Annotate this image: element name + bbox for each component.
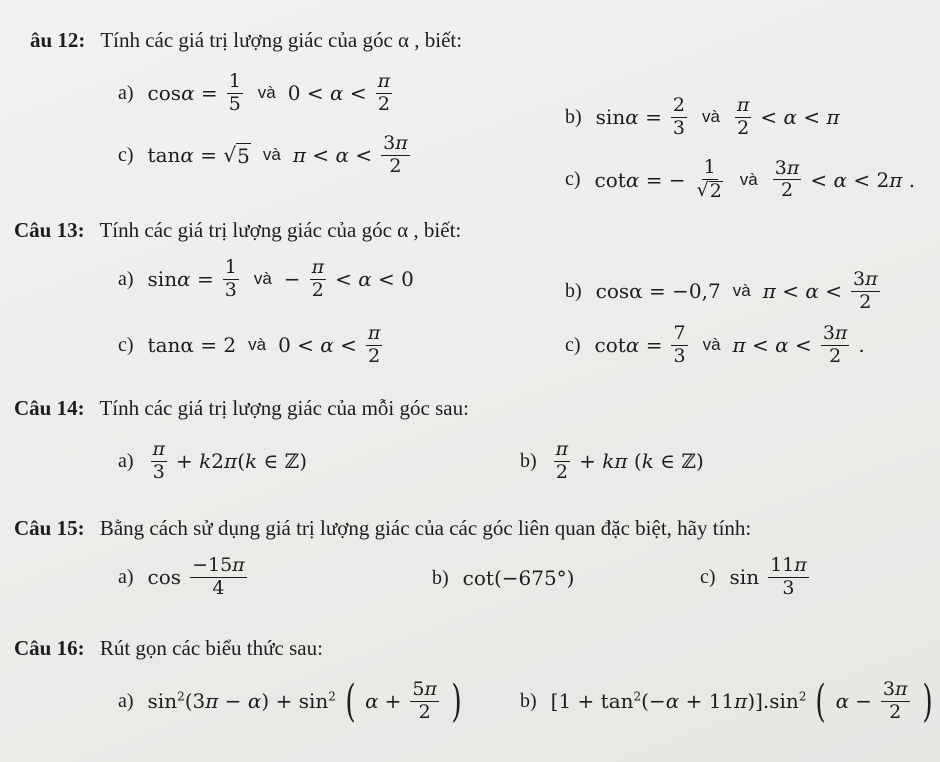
q15-part-b: b) cot(−675°) bbox=[432, 566, 575, 590]
question-12-label: âu 12: bbox=[30, 28, 86, 52]
q13-part-b: b) cosα = −0,7 và π < α < $\frac{3\pi}{2}$ bbox=[565, 268, 878, 313]
question-15-text: Bằng cách sử dụng giá trị lượng giác của các góc liên quan đặc biệt, hãy tính: bbox=[99, 516, 752, 540]
q16-part-a: a) $\sin^2(3\pi - \alpha) + \sin^2$ ( α + $\frac{5\pi}{2}$ ) bbox=[118, 675, 462, 727]
q16-part-b: b) $[1 + \tan^2(-\alpha + 11\pi)].\sin^2$ ( α − $\frac{3\pi}{2}$ ) bbox=[520, 675, 933, 727]
question-13-heading bbox=[14, 218, 461, 243]
q15-part-c: c) sin $\frac{11\pi}{3}$ bbox=[700, 554, 807, 599]
question-13-text: Tính các giá trị lượng giác của góc α , biết: bbox=[99, 218, 462, 242]
q12-part-b: b) sinα = $\frac{2}{3}$ và $\frac{\pi}{2}$ < α < π bbox=[565, 94, 840, 139]
question-15-heading bbox=[14, 516, 751, 541]
question-15-label: Câu 15: bbox=[14, 516, 85, 540]
q12-part-c: c) tanα = √ 5 và π < α < $\frac{3\pi}{2}$ bbox=[118, 132, 408, 177]
q12-part-d: c) cotα = − 1 √ 2 và $\frac{3\pi}{2}$ < α < 2π . bbox=[565, 156, 916, 202]
q14-part-a: a) $\frac{\pi}{3}$ + k2π(k ∈ ℤ) bbox=[118, 438, 308, 483]
question-16-label: Câu 16: bbox=[14, 636, 85, 660]
q13-part-c: c) tanα = 2 và 0 < α < $\frac{\pi}{2}$ bbox=[118, 322, 381, 367]
question-12-heading bbox=[30, 28, 462, 53]
q13-part-a: a) sinα = $\frac{1}{3}$ và − $\frac{\pi}{2}$ < α < 0 bbox=[118, 256, 414, 301]
question-16-heading bbox=[14, 636, 323, 661]
question-16-text: Rút gọn các biểu thức sau: bbox=[99, 636, 323, 660]
q12-part-a: a) cosα = $\frac{1}{5}$ và 0 < α < $\frac{\pi}{2}$ bbox=[118, 70, 391, 115]
q15-part-a: a) cos $\frac{-15\pi}{4}$ bbox=[118, 554, 245, 599]
question-12-text: Tính các giá trị lượng giác của góc α , biết: bbox=[100, 28, 463, 52]
question-13-label: Câu 13: bbox=[14, 218, 85, 242]
question-14-heading bbox=[14, 396, 469, 421]
q14-part-b: b) $\frac{\pi}{2}$ + kπ (k ∈ ℤ) bbox=[520, 438, 704, 483]
q13-part-d: c) cotα = $\frac{7}{3}$ và π < α < $\frac{3\pi}{2}$ . bbox=[565, 322, 865, 367]
question-14-text: Tính các giá trị lượng giác của mỗi góc sau: bbox=[99, 396, 469, 420]
question-14-label: Câu 14: bbox=[14, 396, 85, 420]
